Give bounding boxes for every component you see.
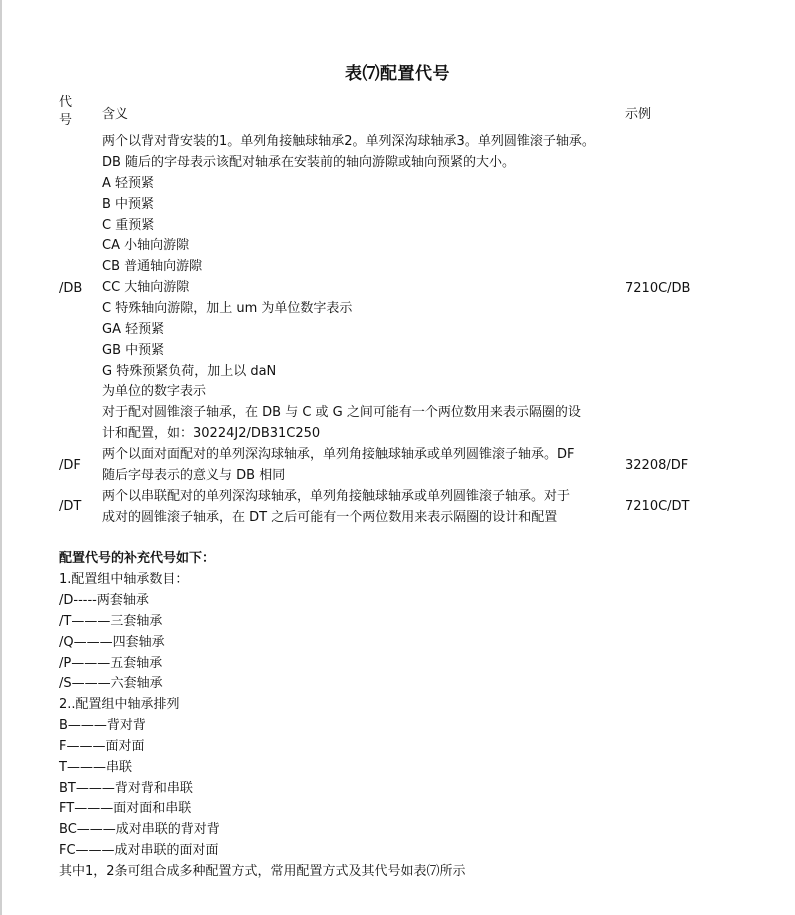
supplement-line: /S———六套轴承: [59, 676, 163, 691]
supplement-line: /P———五套轴承: [59, 656, 163, 671]
supplement-line: B———背对背: [59, 718, 146, 733]
row-meaning-line: 对于配对圆锥滚子轴承，在 DB 与 C 或 G 之间可能有一个两位数用来表示隔圈的设: [102, 405, 581, 420]
row-meaning-line: B 中预紧: [102, 197, 155, 212]
row-meaning-line: DB 随后的字母表示该配对轴承在安装前的轴向游隙或轴向预紧的大小。: [102, 155, 516, 170]
row-meaning-line: GB 中预紧: [102, 343, 165, 358]
row-meaning-line: C 特殊轴向游隙，加上 um 为单位数字表示: [102, 301, 353, 316]
row-meaning-line: GA 轻预紧: [102, 322, 165, 337]
supplement-line: T———串联: [59, 760, 132, 775]
header-example: 示例: [625, 107, 652, 122]
supplement-line: 其中1，2条可组合成多种配置方式，常用配置方式及其代号如表⑺所示: [59, 864, 466, 879]
row-meaning-line: 两个以背对背安装的1。单列角接触球轴承2。单列深沟球轴承3。单列圆锥滚子轴承。: [102, 134, 595, 149]
row-example: 7210C/DB: [625, 281, 691, 296]
supplement-line: /T———三套轴承: [59, 614, 163, 629]
row-meaning-line: 两个以串联配对的单列深沟球轴承，单列角接触球轴承或单列圆锥滚子轴承。对于: [102, 489, 571, 504]
row-meaning-line: 为单位的数字表示: [102, 384, 207, 399]
supplement-heading: 配置代号的补充代号如下：: [59, 551, 216, 566]
row-code: /DB: [59, 281, 83, 296]
supplement-line: /Q———四套轴承: [59, 635, 165, 650]
row-meaning-line: A 轻预紧: [102, 176, 155, 191]
supplement-line: 2..配置组中轴承排列: [59, 697, 180, 712]
row-example: 32208/DF: [625, 458, 689, 473]
row-meaning-line: CC 大轴向游隙: [102, 280, 190, 295]
header-meaning: 含义: [102, 107, 129, 122]
header-code: [59, 94, 72, 130]
row-meaning-line: C 重预紧: [102, 218, 155, 233]
supplement-line: 1.配置组中轴承数目：: [59, 572, 189, 587]
row-meaning-line: 随后字母表示的意义与 DB 相同: [102, 468, 286, 483]
row-meaning-line: 成对的圆锥滚子轴承，在 DT 之后可能有一个两位数用来表示隔圈的设计和配置: [102, 510, 558, 525]
row-meaning-line: 计和配置，如：30224J2/DB31C250: [102, 426, 321, 441]
table-title: 表⑺配置代号: [345, 64, 450, 84]
row-code: /DF: [59, 458, 81, 473]
row-code: /DT: [59, 499, 82, 514]
row-meaning-line: CA 小轴向游隙: [102, 238, 190, 253]
supplement-line: F———面对面: [59, 739, 145, 754]
supplement-line: FT———面对面和串联: [59, 801, 192, 816]
supplement-line: /D-----两套轴承: [59, 593, 149, 608]
supplement-line: BC———成对串联的背对背: [59, 822, 220, 837]
header-code-line-2: 号: [59, 113, 73, 128]
header-code-line-1: 代: [59, 95, 73, 110]
row-meaning-line: 两个以面对面配对的单列深沟球轴承，单列角接触球轴承或单列圆锥滚子轴承。DF: [102, 447, 575, 462]
page-left-edge: [0, 0, 2, 915]
row-example: 7210C/DT: [625, 499, 690, 514]
row-meaning-line: CB 普通轴向游隙: [102, 259, 203, 274]
row-meaning-line: G 特殊预紧负荷，加上以 daN: [102, 364, 277, 379]
supplement-line: BT———背对背和串联: [59, 781, 193, 796]
supplement-line: FC———成对串联的面对面: [59, 843, 219, 858]
